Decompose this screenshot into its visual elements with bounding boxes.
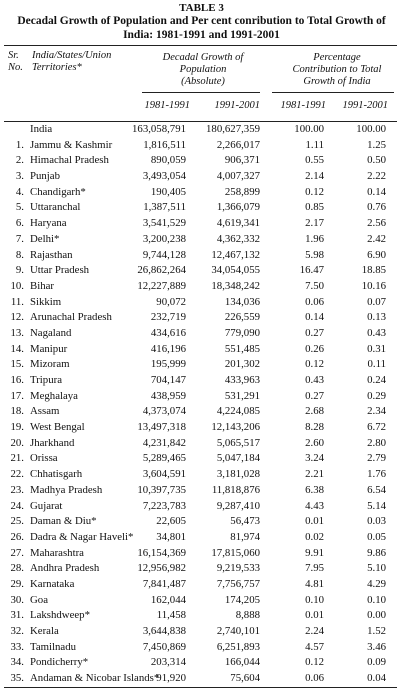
- cell-sr-no: 31.: [10, 609, 24, 622]
- header-pct-line2: Contribution to Total: [292, 64, 382, 75]
- table-row: [0, 593, 403, 609]
- cell-pct-1981-1991: 0.06: [305, 295, 324, 308]
- cell-pct-1981-1991: 0.06: [305, 672, 324, 685]
- cell-growth-1991-2001: 9,287,410: [216, 499, 260, 512]
- cell-sr-no: 1.: [15, 138, 24, 151]
- table-row: [0, 436, 403, 452]
- cell-sr-no: 26.: [10, 530, 24, 543]
- cell-growth-1991-2001: 5,065,517: [216, 436, 260, 449]
- cell-pct-1991-2001: 5.14: [367, 499, 386, 512]
- cell-growth-1991-2001: 258,899: [224, 185, 260, 198]
- table-row: [0, 310, 403, 326]
- cell-region-name: India: [30, 123, 53, 135]
- table-row: [0, 200, 403, 216]
- cell-sr-no: 18.: [10, 405, 24, 418]
- cell-region-name: Orissa: [30, 452, 58, 465]
- table-body: [0, 122, 403, 687]
- cell-sr-no: 24.: [10, 499, 24, 512]
- cell-pct-1991-2001: 0.04: [367, 672, 386, 685]
- cell-growth-1991-2001: 166,044: [224, 656, 260, 669]
- cell-growth-1981-1991: 195,999: [150, 358, 186, 371]
- cell-pct-1991-2001: 1.52: [367, 625, 386, 637]
- table-row: [0, 295, 403, 311]
- cell-pct-1991-2001: 0.50: [367, 154, 386, 167]
- cell-region-name: Madhya Pradesh: [30, 483, 103, 496]
- cell-pct-1981-1991: 0.10: [305, 593, 324, 606]
- table-row: [0, 467, 403, 483]
- table-row: [0, 248, 403, 264]
- cell-sr-no: 21.: [10, 452, 24, 465]
- table-row: [0, 389, 403, 405]
- cell-pct-1991-2001: 5.10: [367, 562, 386, 575]
- cell-growth-1991-2001: 3,181,028: [216, 468, 260, 481]
- cell-sr-no: 3.: [15, 170, 24, 183]
- cell-sr-no: 33.: [10, 640, 24, 653]
- cell-growth-1981-1991: 34,801: [156, 530, 186, 543]
- cell-region-name: Tamilnadu: [30, 640, 77, 653]
- cell-pct-1981-1991: 4.57: [305, 640, 324, 653]
- cell-growth-1991-2001: 906,371: [224, 154, 260, 167]
- cell-region-name: Nagaland: [30, 326, 72, 339]
- cell-pct-1991-2001: 0.10: [367, 593, 386, 606]
- cell-pct-1981-1991: 4.81: [305, 577, 324, 590]
- cell-growth-1981-1991: 5,289,465: [142, 452, 186, 465]
- table-row: [0, 216, 403, 232]
- cell-pct-1991-2001: 0.03: [367, 515, 386, 528]
- cell-pct-1991-2001: 2.34: [367, 405, 386, 418]
- table-row: [0, 263, 403, 279]
- cell-growth-1991-2001: 5,047,184: [216, 452, 260, 465]
- table-row: [0, 640, 403, 656]
- cell-region-name: Jharkhand: [30, 436, 75, 449]
- cell-pct-1991-2001: 4.29: [367, 577, 386, 590]
- table-row: [0, 279, 403, 295]
- table-row: [0, 326, 403, 342]
- header-sr-line1: Sr.: [8, 50, 19, 61]
- cell-region-name: Pondicherry*: [30, 656, 89, 669]
- cell-growth-1991-2001: 433,963: [224, 374, 260, 386]
- cell-region-name: Andhra Pradesh: [30, 562, 100, 575]
- cell-pct-1981-1991: 2.14: [305, 170, 324, 183]
- cell-growth-1991-2001: 6,251,893: [216, 640, 260, 653]
- cell-pct-1981-1991: 4.43: [305, 499, 324, 512]
- cell-sr-no: 16.: [10, 374, 24, 386]
- table-row: [0, 342, 403, 358]
- cell-growth-1981-1991: 704,147: [150, 374, 186, 386]
- cell-growth-1981-1991: 7,223,783: [142, 499, 186, 512]
- header-growth-line1: Decadal Growth of: [162, 52, 244, 63]
- cell-pct-1981-1991: 0.01: [305, 515, 324, 528]
- cell-pct-1991-2001: 1.76: [367, 468, 386, 481]
- cell-growth-1991-2001: 226,559: [224, 311, 260, 324]
- cell-sr-no: 13.: [10, 326, 24, 339]
- cell-pct-1981-1991: 0.14: [305, 311, 324, 324]
- cell-growth-1981-1991: 438,959: [150, 389, 186, 402]
- cell-sr-no: 27.: [10, 546, 24, 559]
- table-title-block: [0, 0, 403, 42]
- subheader-pct-1981: 1981-1991: [280, 100, 326, 111]
- cell-pct-1981-1991: 0.43: [305, 374, 324, 386]
- table-row: [0, 420, 403, 436]
- cell-sr-no: 10.: [10, 279, 24, 292]
- cell-sr-no: 6.: [15, 217, 24, 230]
- cell-sr-no: 20.: [10, 436, 24, 449]
- cell-sr-no: 8.: [15, 248, 24, 261]
- cell-region-name: Arunachal Pradesh: [30, 311, 112, 324]
- cell-region-name: Haryana: [30, 217, 67, 230]
- cell-pct-1991-2001: 2.56: [367, 217, 386, 230]
- cell-sr-no: 7.: [15, 232, 24, 245]
- cell-growth-1981-1991: 16,154,369: [137, 546, 186, 559]
- cell-growth-1981-1991: 22,605: [156, 515, 186, 528]
- cell-growth-1991-2001: 12,467,132: [211, 248, 260, 261]
- cell-region-name: Sikkim: [30, 295, 62, 308]
- table-row: [0, 169, 403, 185]
- cell-pct-1991-2001: 100.00: [356, 123, 386, 135]
- cell-pct-1981-1991: 2.24: [305, 625, 324, 637]
- header-pct-line3: Growth of India: [303, 76, 371, 87]
- cell-region-name: Daman & Diu*: [30, 515, 97, 528]
- cell-region-name: Meghalaya: [30, 389, 78, 402]
- cell-growth-1981-1991: 163,058,791: [132, 123, 186, 135]
- cell-growth-1981-1991: 7,841,487: [142, 577, 186, 590]
- table-row: [0, 404, 403, 420]
- cell-pct-1981-1991: 6.38: [305, 483, 324, 496]
- cell-region-name: Gujarat: [30, 499, 63, 512]
- cell-growth-1981-1991: 10,397,735: [137, 483, 186, 496]
- subheader-growth-1991: 1991-2001: [214, 100, 260, 111]
- cell-region-name: Delhi*: [30, 232, 60, 245]
- cell-growth-1981-1991: 434,616: [150, 326, 186, 339]
- cell-region-name: Goa: [30, 593, 48, 606]
- table-title-line2: India: 1981-1991 and 1991-2001: [123, 29, 280, 41]
- cell-growth-1991-2001: 779,090: [224, 326, 260, 339]
- cell-sr-no: 15.: [10, 358, 24, 371]
- cell-pct-1991-2001: 0.11: [367, 358, 386, 371]
- cell-growth-1991-2001: 18,348,242: [211, 279, 260, 292]
- cell-growth-1991-2001: 11,818,876: [211, 483, 260, 496]
- cell-pct-1991-2001: 18.85: [361, 264, 386, 277]
- header-region-line2: Territories*: [32, 62, 82, 73]
- header-growth-line3: (Absolute): [181, 76, 225, 87]
- cell-growth-1981-1991: 26,862,264: [137, 264, 186, 277]
- cell-pct-1991-2001: 6.54: [367, 483, 386, 496]
- cell-pct-1981-1991: 0.01: [305, 609, 324, 622]
- cell-growth-1991-2001: 174,205: [224, 593, 260, 606]
- cell-pct-1981-1991: 0.26: [305, 342, 324, 355]
- cell-growth-1981-1991: 7,450,869: [142, 640, 186, 653]
- cell-growth-1991-2001: 180,627,359: [206, 123, 260, 135]
- cell-growth-1981-1991: 90,072: [156, 295, 186, 308]
- cell-growth-1981-1991: 11,458: [156, 609, 186, 622]
- cell-pct-1981-1991: 2.68: [305, 405, 324, 418]
- cell-pct-1981-1991: 7.50: [305, 279, 324, 292]
- cell-pct-1991-2001: 0.09: [367, 656, 386, 669]
- cell-growth-1981-1991: 1,387,511: [143, 201, 186, 214]
- table-row: [0, 232, 403, 248]
- cell-region-name: Andaman & Nicobar Islands*: [30, 672, 160, 685]
- cell-pct-1991-2001: 0.14: [367, 185, 386, 198]
- cell-growth-1991-2001: 201,302: [224, 358, 260, 371]
- cell-pct-1991-2001: 0.00: [367, 609, 386, 622]
- cell-growth-1981-1991: 416,196: [150, 342, 186, 355]
- cell-pct-1981-1991: 2.17: [305, 217, 324, 230]
- table-row: [0, 373, 403, 389]
- cell-growth-1991-2001: 4,007,327: [216, 170, 260, 183]
- cell-pct-1981-1991: 0.12: [305, 185, 324, 198]
- cell-region-name: Himachal Pradesh: [30, 154, 109, 167]
- cell-sr-no: 14.: [10, 342, 24, 355]
- cell-growth-1981-1991: 162,044: [150, 593, 186, 606]
- table-row: [0, 624, 403, 640]
- cell-pct-1991-2001: 0.43: [367, 326, 386, 339]
- cell-region-name: Manipur: [30, 342, 68, 355]
- cell-sr-no: 28.: [10, 562, 24, 575]
- cell-sr-no: 11.: [10, 295, 24, 308]
- cell-growth-1991-2001: 2,266,017: [216, 138, 260, 151]
- cell-region-name: Bihar: [30, 279, 54, 292]
- cell-growth-1981-1991: 190,405: [150, 185, 186, 198]
- cell-sr-no: 22.: [10, 468, 24, 481]
- cell-pct-1991-2001: 2.42: [367, 232, 386, 245]
- table-row: [0, 153, 403, 169]
- cell-pct-1981-1991: 0.55: [305, 154, 324, 167]
- cell-pct-1981-1991: 0.85: [305, 201, 324, 214]
- cell-pct-1991-2001: 0.31: [367, 342, 386, 355]
- cell-pct-1991-2001: 1.25: [367, 138, 386, 151]
- cell-sr-no: 29.: [10, 577, 24, 590]
- cell-pct-1991-2001: 2.79: [367, 452, 386, 465]
- table-row: [0, 671, 403, 687]
- cell-growth-1981-1991: 3,604,591: [142, 468, 186, 481]
- cell-growth-1991-2001: 56,473: [230, 515, 260, 528]
- cell-growth-1991-2001: 34,054,055: [211, 264, 260, 277]
- table-number: TABLE 3: [179, 2, 224, 14]
- cell-region-name: Jammu & Kashmir: [30, 138, 113, 151]
- cell-growth-1981-1991: 3,644,838: [142, 625, 186, 637]
- pct-group-rule: [272, 92, 394, 93]
- cell-pct-1991-2001: 0.29: [367, 389, 386, 402]
- cell-pct-1981-1991: 8.28: [305, 421, 324, 434]
- cell-region-name: Rajasthan: [30, 248, 73, 261]
- table-row: [0, 483, 403, 499]
- cell-pct-1981-1991: 1.11: [305, 138, 324, 151]
- cell-pct-1991-2001: 0.05: [367, 530, 386, 543]
- cell-growth-1981-1991: 3,200,238: [142, 232, 186, 245]
- header-sr-line2: No.: [8, 62, 23, 73]
- cell-growth-1991-2001: 7,756,757: [216, 577, 260, 590]
- cell-region-name: Uttar Pradesh: [30, 264, 90, 277]
- cell-pct-1981-1991: 16.47: [299, 264, 324, 277]
- cell-region-name: Mizoram: [30, 358, 70, 371]
- cell-pct-1991-2001: 2.80: [367, 436, 386, 449]
- cell-growth-1991-2001: 75,604: [230, 672, 260, 685]
- cell-sr-no: 34.: [10, 656, 24, 669]
- cell-growth-1991-2001: 4,224,085: [216, 405, 260, 418]
- cell-pct-1981-1991: 0.02: [305, 530, 324, 543]
- subheader-growth-1981: 1981-1991: [144, 100, 190, 111]
- cell-pct-1981-1991: 5.98: [305, 248, 324, 261]
- cell-sr-no: 32.: [10, 625, 24, 637]
- table-row: [0, 561, 403, 577]
- cell-sr-no: 4.: [15, 185, 24, 198]
- cell-growth-1991-2001: 2,740,101: [216, 625, 260, 637]
- cell-pct-1981-1991: 1.96: [305, 232, 324, 245]
- cell-region-name: Chhatisgarh: [30, 468, 83, 481]
- cell-pct-1981-1991: 7.95: [305, 562, 324, 575]
- cell-pct-1991-2001: 0.76: [367, 201, 386, 214]
- table-row: [0, 530, 403, 546]
- cell-pct-1981-1991: 0.27: [305, 389, 324, 402]
- growth-group-rule: [142, 92, 260, 93]
- cell-sr-no: 2.: [15, 154, 24, 167]
- cell-region-name: Dadra & Nagar Haveli*: [30, 530, 134, 543]
- cell-pct-1981-1991: 2.60: [305, 436, 324, 449]
- cell-pct-1991-2001: 2.22: [367, 170, 386, 183]
- cell-pct-1981-1991: 100.00: [294, 123, 324, 135]
- cell-region-name: Tripura: [30, 374, 62, 386]
- cell-sr-no: 23.: [10, 483, 24, 496]
- cell-region-name: Karnataka: [30, 577, 75, 590]
- cell-growth-1981-1991: 232,719: [150, 311, 186, 324]
- cell-region-name: Lakshdweep*: [30, 609, 90, 622]
- cell-region-name: Kerala: [30, 625, 59, 637]
- subheader-pct-1991: 1991-2001: [342, 100, 388, 111]
- cell-sr-no: 35.: [10, 672, 24, 685]
- cell-sr-no: 17.: [10, 389, 24, 402]
- cell-growth-1981-1991: 12,227,889: [137, 279, 186, 292]
- cell-growth-1991-2001: 4,619,341: [216, 217, 260, 230]
- header-region-line1: India/States/Union: [32, 50, 112, 61]
- cell-growth-1991-2001: 134,036: [224, 295, 260, 308]
- cell-pct-1991-2001: 9.86: [367, 546, 386, 559]
- table-row: [0, 357, 403, 373]
- cell-growth-1981-1991: 890,059: [150, 154, 186, 167]
- cell-growth-1981-1991: 12,956,982: [137, 562, 186, 575]
- cell-pct-1991-2001: 0.24: [367, 374, 386, 386]
- table-row: [0, 499, 403, 515]
- cell-pct-1991-2001: 0.07: [367, 295, 386, 308]
- cell-region-name: Maharashtra: [30, 546, 84, 559]
- cell-pct-1991-2001: 6.72: [367, 421, 386, 434]
- header-pct-line1: Percentage: [313, 52, 361, 63]
- cell-growth-1981-1991: 1,816,511: [143, 138, 186, 151]
- cell-growth-1991-2001: 81,974: [230, 530, 260, 543]
- table-row: [0, 185, 403, 201]
- cell-growth-1981-1991: 9,744,128: [142, 248, 186, 261]
- table-header: [0, 46, 403, 121]
- table-row: [0, 608, 403, 624]
- cell-growth-1991-2001: 12,143,206: [211, 421, 260, 434]
- cell-pct-1991-2001: 10.16: [361, 279, 386, 292]
- cell-sr-no: 19.: [10, 421, 24, 434]
- table-title-line1: Decadal Growth of Population and Per cent conribution to Total Growth of: [17, 15, 386, 27]
- header-growth-line2: Population: [179, 64, 227, 75]
- cell-pct-1991-2001: 3.46: [367, 640, 386, 653]
- cell-growth-1981-1991: 3,541,529: [142, 217, 186, 230]
- cell-sr-no: 5.: [15, 201, 24, 214]
- table-row: [0, 514, 403, 530]
- cell-pct-1991-2001: 6.90: [367, 248, 386, 261]
- table-row: [0, 138, 403, 154]
- cell-pct-1981-1991: 0.12: [305, 656, 324, 669]
- cell-growth-1991-2001: 531,291: [224, 389, 260, 402]
- cell-sr-no: 25.: [10, 515, 24, 528]
- cell-region-name: Chandigarh*: [30, 185, 86, 198]
- cell-sr-no: 9.: [15, 264, 24, 277]
- cell-region-name: Uttaranchal: [30, 201, 81, 214]
- cell-growth-1991-2001: 1,366,079: [216, 201, 260, 214]
- table-row: [0, 577, 403, 593]
- cell-pct-1981-1991: 2.21: [305, 468, 324, 481]
- cell-sr-no: 30.: [10, 593, 24, 606]
- cell-growth-1991-2001: 8,888: [235, 609, 260, 622]
- cell-growth-1981-1991: 203,314: [150, 656, 186, 669]
- table-row: [0, 546, 403, 562]
- cell-region-name: Punjab: [30, 170, 60, 183]
- cell-growth-1981-1991: 4,373,074: [142, 405, 186, 418]
- cell-growth-1991-2001: 9,219,533: [216, 562, 260, 575]
- cell-growth-1981-1991: 91,920: [156, 672, 186, 685]
- cell-growth-1991-2001: 17,815,060: [211, 546, 260, 559]
- cell-growth-1981-1991: 4,231,842: [142, 436, 186, 449]
- table-row: [0, 122, 403, 138]
- table-row: [0, 655, 403, 671]
- cell-pct-1991-2001: 0.13: [367, 311, 386, 324]
- table-row: [0, 451, 403, 467]
- cell-pct-1981-1991: 3.24: [305, 452, 324, 465]
- cell-growth-1981-1991: 3,493,054: [142, 170, 186, 183]
- cell-growth-1991-2001: 4,362,332: [216, 232, 260, 245]
- cell-region-name: Assam: [30, 405, 60, 418]
- cell-region-name: West Bengal: [30, 421, 85, 434]
- cell-growth-1981-1991: 13,497,318: [137, 421, 186, 434]
- cell-pct-1981-1991: 9.91: [305, 546, 324, 559]
- cell-growth-1991-2001: 551,485: [224, 342, 260, 355]
- cell-sr-no: 12.: [10, 311, 24, 324]
- cell-pct-1981-1991: 0.12: [305, 358, 324, 371]
- cell-pct-1981-1991: 0.27: [305, 326, 324, 339]
